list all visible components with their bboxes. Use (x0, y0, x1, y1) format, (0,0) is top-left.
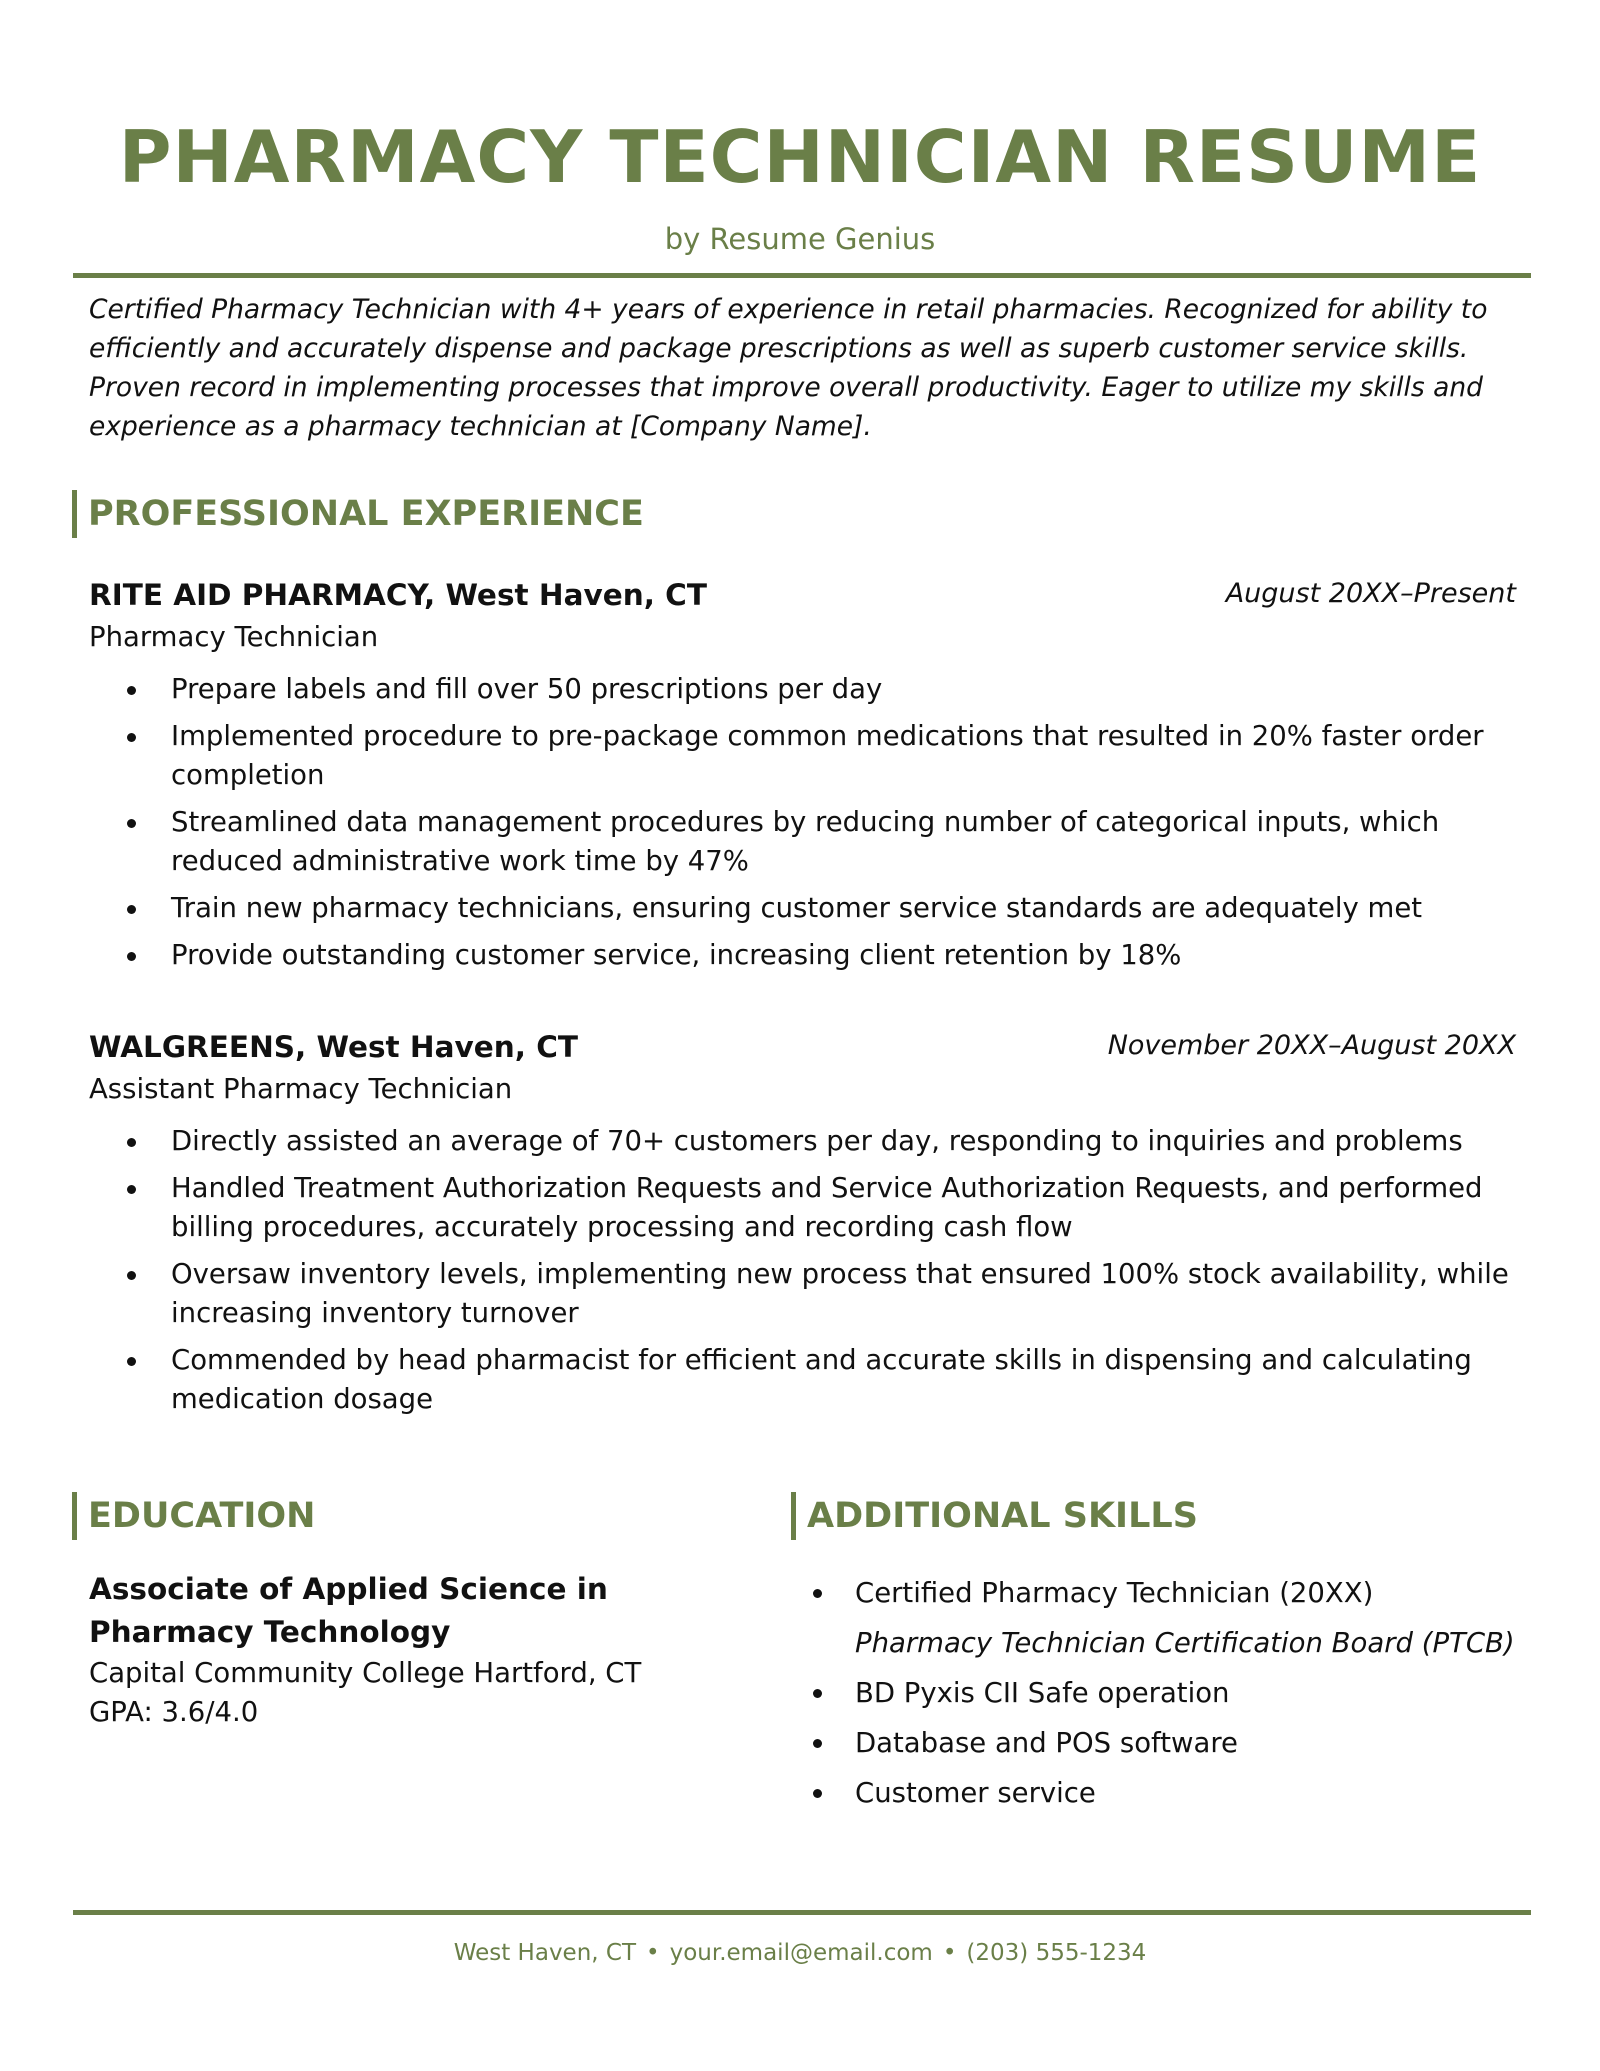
job-entry (89, 1030, 1516, 1427)
job-bullet-text: Commended by head pharmacist for efficient and accurate skills in dispensing and calculating medication dosage (171, 1344, 1472, 1415)
skill-subitem (792, 1618, 1532, 1668)
footer-email[interactable]: your.email@email.com (669, 1940, 933, 1966)
job-company: RITE AID PHARMACY, West Haven, CT (89, 578, 707, 612)
job-bullet-list (89, 670, 1516, 975)
job-bullet-list (89, 1122, 1516, 1419)
bullet-dot-icon (813, 1789, 822, 1798)
job-bullet (89, 717, 1516, 795)
skills-list (792, 1568, 1532, 1818)
section-heading-experience: PROFESSIONAL EXPERIENCE (73, 490, 644, 538)
job-bullet-text: Implemented procedure to pre-package common medications that resulted in 20% faster order completion (171, 720, 1484, 791)
job-bullet (89, 803, 1516, 881)
footer-divider (73, 1910, 1531, 1915)
bullet-dot-icon (813, 1589, 822, 1598)
job-bullet-text: Train new pharmacy technicians, ensuring customer service standards are adequately met (171, 892, 1423, 924)
job-bullet-text: Streamlined data management procedures by reducing number of categorical inputs, which reduced administrative work time by 47% (171, 806, 1440, 877)
job-dates: November 20XX–August 20XX (1107, 1030, 1516, 1061)
education-entry (89, 1568, 729, 1732)
skill-item (792, 1668, 1532, 1718)
job-bullet (89, 1122, 1516, 1161)
job-bullet-text: Directly assisted an average of 70+ customers per day, responding to inquiries and problems (171, 1125, 1463, 1157)
education-school: Capital Community College Hartford, CT (89, 1657, 642, 1689)
job-bullet-text: Oversaw inventory levels, implementing new process that ensured 100% stock availability, while increasing inventory turnover (171, 1258, 1509, 1329)
bullet-dot-icon (127, 819, 136, 828)
bullet-dot-icon (127, 733, 136, 742)
job-bullet-text: Handled Treatment Authorization Requests and Service Authorization Requests, and performed billing procedures, accurately processing and recording cash flow (171, 1172, 1483, 1243)
job-title: Assistant Pharmacy Technician (89, 1073, 513, 1105)
job-bullet (89, 1169, 1516, 1247)
contact-footer (0, 1940, 1600, 1966)
section-heading-education: EDUCATION (73, 1492, 315, 1540)
job-company: WALGREENS, West Haven, CT (89, 1030, 578, 1064)
skill-item (792, 1568, 1532, 1618)
job-bullet (89, 889, 1516, 928)
bullet-dot-icon (127, 905, 136, 914)
job-title: Pharmacy Technician (89, 621, 379, 653)
job-bullet-text: Prepare labels and fill over 50 prescriptions per day (171, 673, 883, 705)
skill-text: Database and POS software (855, 1727, 1238, 1759)
skill-text: Certified Pharmacy Technician (20XX) (855, 1577, 1374, 1609)
bullet-dot-icon (127, 952, 136, 961)
footer-phone[interactable]: (203) 555-1234 (966, 1940, 1147, 1966)
job-bullet (89, 670, 1516, 709)
job-entry (89, 578, 1516, 983)
resume-title: PHARMACY TECHNICIAN RESUME (118, 115, 1482, 199)
job-bullet (89, 936, 1516, 975)
job-bullet (89, 1255, 1516, 1333)
section-heading-skills: ADDITIONAL SKILLS (792, 1492, 1198, 1540)
footer-separator: • (646, 1940, 660, 1966)
bullet-dot-icon (127, 1357, 136, 1366)
bullet-dot-icon (813, 1739, 822, 1748)
skill-item (792, 1718, 1532, 1768)
bullet-dot-icon (127, 1138, 136, 1147)
bullet-dot-icon (127, 686, 136, 695)
footer-location: West Haven, CT (453, 1940, 637, 1966)
skill-text: Customer service (855, 1777, 1096, 1809)
job-dates: August 20XX–Present (1225, 578, 1516, 609)
skill-item (792, 1768, 1532, 1818)
job-bullet-text: Provide outstanding customer service, increasing client retention by 18% (171, 939, 1182, 971)
footer-separator: • (942, 1940, 957, 1966)
bullet-dot-icon (813, 1689, 822, 1698)
header-divider (73, 273, 1531, 278)
resume-subtitle: by Resume Genius (664, 222, 936, 256)
skill-text: BD Pyxis CII Safe operation (855, 1677, 1230, 1709)
bullet-dot-icon (127, 1185, 136, 1194)
bullet-dot-icon (127, 1271, 136, 1280)
education-degree: Associate of Applied Science in Pharmacy Technology (89, 1572, 608, 1649)
job-bullet (89, 1341, 1516, 1419)
summary-paragraph: Certified Pharmacy Technician with 4+ years of experience in retail pharmacies. Recognized for ability to efficiently and accurately dispense and package prescriptions as well as superb customer service skills. Proven record in implementing processes that improve overall productivity. Eager to utilize my skills and experience as a pharmacy technician at [Company Name]. (89, 294, 1488, 442)
education-gpa: GPA: 3.6/4.0 (89, 1696, 259, 1728)
skill-text: Pharmacy Technician Certification Board (PTCB) (855, 1627, 1515, 1659)
